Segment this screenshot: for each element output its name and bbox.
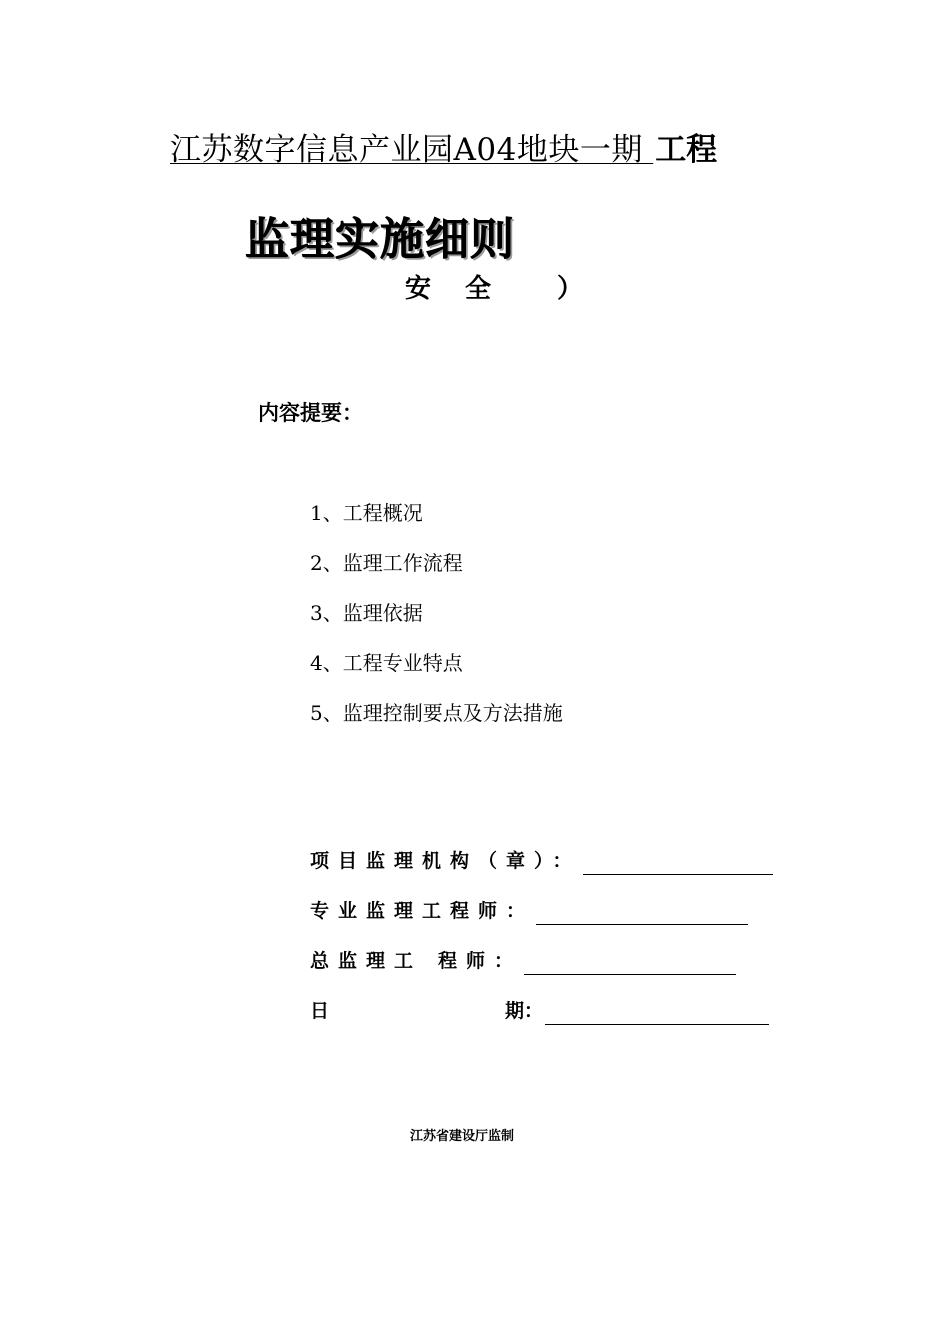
contents-list	[310, 498, 563, 748]
contents-item: 2、监理工作流程	[310, 551, 463, 575]
date-label-part-2: 期：	[505, 1000, 544, 1022]
engineer-signature-line[interactable]	[536, 902, 748, 925]
document-title: 监理实施细则	[245, 214, 515, 265]
footer-issuer: 江苏省建设厅监制	[410, 1129, 515, 1144]
signature-row-agency	[310, 847, 773, 875]
document-subtitle	[405, 272, 583, 306]
contents-item: 4、工程专业特点	[310, 651, 463, 675]
chief-label-part-2: 程师：	[438, 950, 523, 972]
contents-heading: 内容提要：	[258, 401, 363, 425]
project-title-line	[170, 130, 717, 170]
date-line[interactable]	[545, 1002, 769, 1025]
signature-row-date	[310, 997, 769, 1025]
date-label-part-1: 日	[310, 1000, 330, 1022]
signature-row-engineer	[310, 897, 748, 925]
chief-signature-line[interactable]	[524, 952, 736, 975]
subtitle-char-2: 全	[465, 274, 492, 304]
signature-row-chief	[310, 947, 736, 975]
project-suffix: 工程	[655, 132, 718, 168]
subtitle-char-1: 安	[405, 274, 432, 304]
project-name: 江苏数字信息产业园A04地块一期	[170, 132, 654, 168]
contents-item: 3、监理依据	[310, 601, 423, 625]
agency-signature-line[interactable]	[583, 852, 773, 875]
date-label	[310, 997, 543, 1025]
chief-label-part-1: 总监理工	[310, 950, 423, 972]
subtitle-char-3: ）	[557, 274, 584, 304]
agency-label: 项目监理机构（章）：	[310, 850, 581, 872]
contents-item: 5、监理控制要点及方法措施	[310, 701, 563, 725]
contents-item: 1、工程概况	[310, 501, 423, 525]
engineer-label: 专业监理工程师：	[310, 900, 535, 922]
